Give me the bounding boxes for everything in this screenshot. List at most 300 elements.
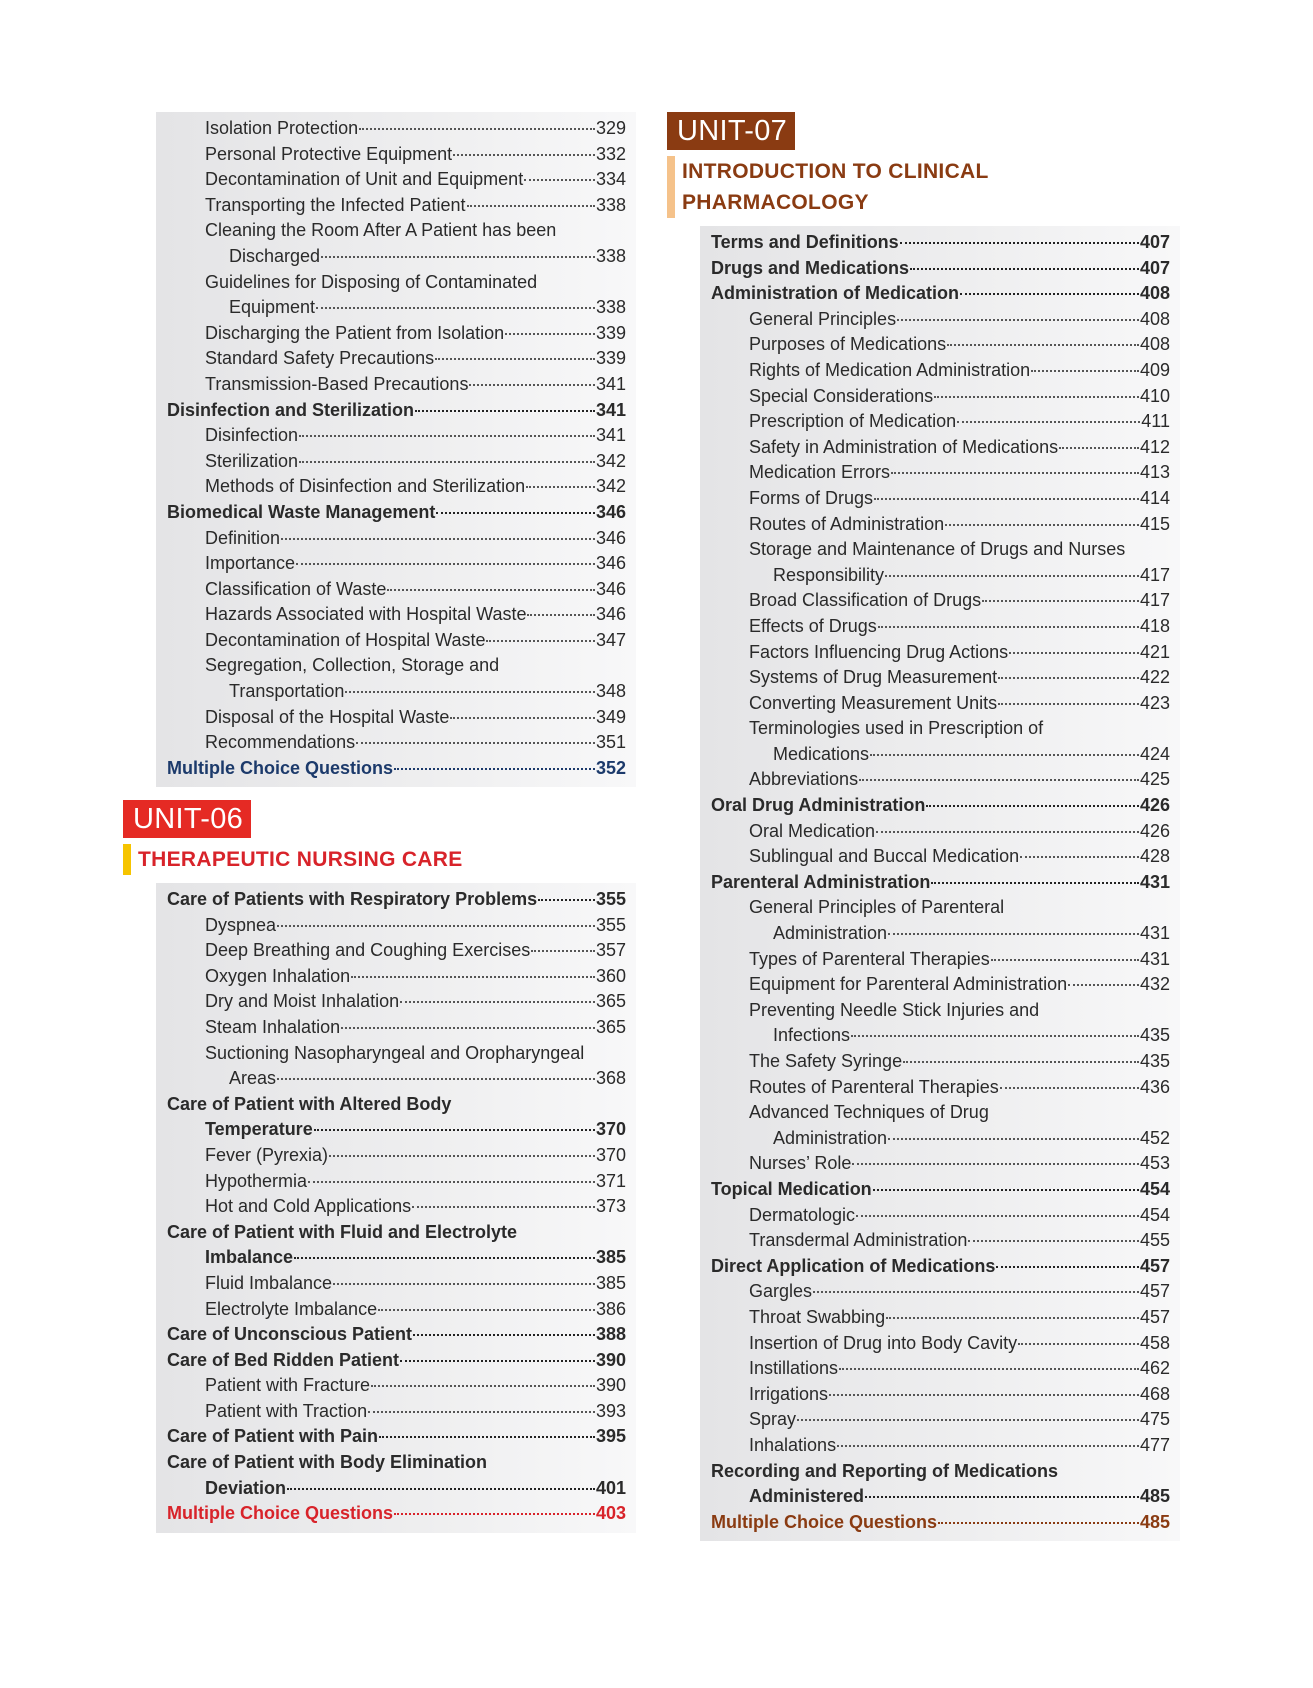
- dot-leader: [400, 1001, 595, 1003]
- page-number: 452: [1139, 1127, 1170, 1148]
- dot-leader: [891, 472, 1139, 474]
- dot-leader: [1020, 856, 1139, 858]
- toc-entry: [711, 742, 1170, 768]
- page-number: 475: [1139, 1409, 1170, 1430]
- dot-leader: [900, 242, 1139, 244]
- toc-entry: [711, 460, 1170, 486]
- dot-leader: [538, 899, 595, 901]
- page-number: 371: [595, 1170, 626, 1191]
- toc-entry: [711, 665, 1170, 691]
- toc-entry: [711, 1279, 1170, 1305]
- page-number: 403: [595, 1503, 626, 1524]
- toc-entry-title: Direct Application of Medications: [711, 1255, 996, 1276]
- toc-entry-title: Prescription of Medication: [749, 411, 957, 432]
- page-number: 329: [595, 118, 626, 138]
- unit06-column: [156, 883, 636, 1533]
- toc-entry-title: Medication Errors: [749, 462, 891, 483]
- toc-entry-title: Terms and Definitions: [711, 232, 899, 252]
- toc-entry-line: Care of Patient with Fluid and Electrolyte: [167, 1221, 518, 1242]
- toc-entry: [711, 1126, 1170, 1152]
- dot-leader: [938, 1522, 1139, 1524]
- dot-leader: [886, 1317, 1139, 1319]
- toc-entry: [167, 1015, 626, 1041]
- dot-leader: [797, 1419, 1139, 1421]
- dot-leader: [387, 589, 595, 591]
- toc-entry: [711, 1075, 1170, 1101]
- toc-entry: [167, 989, 626, 1015]
- page-number: 408: [1139, 283, 1170, 304]
- toc-entry: [167, 551, 626, 577]
- dot-leader: [897, 319, 1139, 321]
- page-number: 407: [1139, 257, 1170, 278]
- toc-entry: [711, 1177, 1170, 1203]
- toc-entry: [167, 1143, 626, 1169]
- toc-entry: [711, 921, 1170, 947]
- dot-leader: [851, 1035, 1139, 1037]
- toc-entry-line: Storage and Maintenance of Drugs and Nurses: [749, 539, 1126, 560]
- page-number: 423: [1139, 692, 1170, 713]
- toc-entry: [711, 870, 1170, 896]
- toc-entry-title: Administration of Medication: [711, 283, 960, 304]
- page-number: 346: [595, 578, 626, 599]
- page-number: 431: [1139, 923, 1170, 944]
- toc-entry-title: Patient with Fracture: [205, 1375, 371, 1396]
- page-number: 339: [595, 348, 626, 369]
- toc-entry-title: Special Considerations: [749, 385, 934, 406]
- dot-leader: [281, 538, 595, 540]
- toc-entry-title: Care of Unconscious Patient: [167, 1324, 413, 1345]
- toc-entry-title: Recommendations: [205, 732, 356, 753]
- dot-leader: [296, 563, 595, 565]
- dot-leader: [837, 1445, 1139, 1447]
- dot-leader: [314, 1129, 595, 1131]
- dot-leader: [379, 1436, 595, 1438]
- page-number: 458: [1139, 1332, 1170, 1353]
- toc-entry-title: Fluid Imbalance: [205, 1272, 333, 1293]
- dot-leader: [299, 435, 595, 437]
- dot-leader: [957, 421, 1140, 423]
- page-number: 426: [1139, 795, 1170, 816]
- page-number: 457: [1139, 1306, 1170, 1327]
- toc-entry: [711, 1433, 1170, 1459]
- toc-entry: [711, 1203, 1170, 1229]
- toc-entry-title: Care of Bed Ridden Patient: [167, 1349, 400, 1370]
- page-number: 352: [595, 757, 626, 778]
- toc-entry: [711, 819, 1170, 845]
- toc-entry: [167, 423, 626, 449]
- toc-entry-title: Deep Breathing and Coughing Exercises: [205, 940, 531, 961]
- toc-entry: [711, 435, 1170, 461]
- toc-entry: [167, 372, 626, 398]
- toc-entry-title: Hypothermia: [205, 1170, 308, 1191]
- toc-entry-title: Nurses’ Role: [749, 1153, 852, 1174]
- dot-leader: [400, 1360, 595, 1362]
- toc-entry: [711, 767, 1170, 793]
- toc-entry: [167, 244, 626, 270]
- page-number: 411: [1141, 411, 1170, 432]
- page-number: 370: [595, 1119, 626, 1140]
- dot-leader: [524, 179, 595, 181]
- toc-entry: [167, 398, 626, 424]
- toc-entry: [167, 321, 626, 347]
- toc-entry-title: Oral Medication: [749, 820, 876, 841]
- dot-leader: [960, 293, 1139, 295]
- dot-leader: [874, 498, 1139, 500]
- toc-entry-title: Imbalance: [205, 1247, 294, 1268]
- page-number: 338: [595, 245, 626, 266]
- toc-entry-line: Terminologies used in Prescription of: [749, 718, 1044, 739]
- toc-entry-title: Spray: [749, 1409, 797, 1430]
- toc-entry: [167, 449, 626, 475]
- dot-leader: [813, 1291, 1139, 1293]
- page-number: 424: [1139, 743, 1170, 764]
- toc-entry-line: Guidelines for Disposing of Contaminated: [205, 271, 538, 292]
- toc-entry-title: Disinfection: [205, 425, 299, 446]
- page-number: 365: [595, 1016, 626, 1037]
- toc-entry-title: Decontamination of Hospital Waste: [205, 629, 486, 650]
- toc-entry-title: Classification of Waste: [205, 578, 387, 599]
- toc-entry-line: Cleaning the Room After A Patient has been: [205, 220, 557, 241]
- dot-leader: [998, 703, 1139, 705]
- toc-entry: [711, 614, 1170, 640]
- page-number: 395: [595, 1426, 626, 1447]
- dot-leader: [996, 1266, 1139, 1268]
- toc-entry-title: Purposes of Medications: [749, 334, 947, 355]
- toc-entry-title: Converting Measurement Units: [749, 692, 998, 713]
- page-number: 417: [1139, 590, 1170, 611]
- toc-entry: [711, 409, 1170, 435]
- toc-entry: [167, 938, 626, 964]
- dot-leader: [378, 1309, 595, 1311]
- toc-entry-title: Dermatologic: [749, 1204, 856, 1225]
- page-number: 393: [595, 1400, 626, 1421]
- toc-entry: [711, 1356, 1170, 1382]
- toc-entry-title: Dyspnea: [205, 914, 277, 935]
- toc-entry-title: Electrolyte Imbalance: [205, 1298, 378, 1319]
- dot-leader: [870, 754, 1139, 756]
- dot-leader: [368, 1411, 595, 1413]
- page-number: 365: [595, 991, 626, 1012]
- toc-entry-title: Insertion of Drug into Body Cavity: [749, 1332, 1018, 1353]
- toc-entry-title: Parenteral Administration: [711, 871, 931, 892]
- toc-entry: [167, 1322, 626, 1348]
- dot-leader: [345, 691, 595, 693]
- page-number: 347: [595, 629, 626, 650]
- toc-entry: [167, 193, 626, 219]
- toc-entry-title: Infections: [773, 1025, 851, 1046]
- toc-entry-title: Multiple Choice Questions: [167, 1503, 394, 1524]
- dot-leader: [1018, 1343, 1139, 1345]
- toc-entry: [711, 793, 1170, 819]
- unit06-header: [123, 800, 463, 875]
- toc-entry: [167, 1348, 626, 1374]
- toc-entry: [711, 1023, 1170, 1049]
- toc-entry-title: Administration: [773, 923, 888, 944]
- toc-entry-title: The Safety Syringe: [749, 1051, 903, 1071]
- toc-entry: [711, 1331, 1170, 1357]
- toc-entry: [711, 486, 1170, 512]
- page-number: 435: [1139, 1025, 1170, 1046]
- toc-entry-title: Irrigations: [749, 1383, 829, 1404]
- page-number: 385: [595, 1247, 626, 1268]
- unit-title-line-2: PHARMACOLOGY: [682, 191, 869, 214]
- toc-entry: [167, 526, 626, 552]
- toc-entry: [711, 1049, 1170, 1075]
- toc-entry-line: Care of Patient with Altered Body: [167, 1093, 452, 1114]
- toc-entry-title: Safety in Administration of Medications: [749, 436, 1059, 457]
- page-number: 408: [1139, 334, 1170, 355]
- toc-entry-title: Steam Inhalation: [205, 1016, 341, 1037]
- toc-entry-line: Advanced Techniques of Drug: [749, 1102, 989, 1123]
- dot-leader: [968, 1240, 1139, 1242]
- toc-entry-title: Disposal of the Hospital Waste: [205, 706, 450, 727]
- dot-leader: [531, 950, 595, 952]
- dot-leader: [371, 1385, 595, 1387]
- page-number: 436: [1139, 1076, 1170, 1097]
- unit-title-line-1: INTRODUCTION TO CLINICAL: [682, 160, 989, 183]
- toc-entry-title: Multiple Choice Questions: [167, 757, 394, 778]
- toc-entry: [167, 1373, 626, 1399]
- toc-entry-title: Transdermal Administration: [749, 1230, 968, 1251]
- dot-leader: [413, 1334, 595, 1336]
- toc-entry-title: Temperature: [205, 1119, 313, 1140]
- toc-entry-title: Sublingual and Buccal Medication: [749, 846, 1020, 867]
- toc-entry-title: Inhalations: [749, 1434, 837, 1455]
- toc-entry-title: Importance: [205, 553, 296, 574]
- dot-leader: [299, 461, 595, 463]
- page-number: 332: [595, 143, 626, 164]
- toc-list-unit06: [156, 883, 636, 1533]
- dot-leader: [982, 600, 1139, 602]
- dot-leader: [1031, 370, 1139, 372]
- toc-entry: [167, 964, 626, 990]
- dot-leader: [505, 333, 595, 335]
- page-number: 425: [1139, 769, 1170, 790]
- dot-leader: [486, 640, 594, 642]
- page-number: 415: [1139, 513, 1170, 534]
- dot-leader: [856, 1215, 1139, 1217]
- toc-entry: [711, 1484, 1170, 1510]
- dot-leader: [394, 768, 595, 770]
- page-number: 346: [595, 604, 626, 625]
- dot-leader: [878, 626, 1139, 628]
- dot-leader: [888, 1138, 1139, 1140]
- page-number: 401: [595, 1477, 626, 1498]
- page-number: 346: [595, 501, 626, 522]
- page-number: 360: [595, 965, 626, 986]
- page-number: 422: [1139, 667, 1170, 688]
- toc-entry: [167, 705, 626, 731]
- page-number: 418: [1139, 615, 1170, 636]
- toc-entry-title: Systems of Drug Measurement: [749, 667, 998, 688]
- toc-entry-title: Broad Classification of Drugs: [749, 590, 982, 611]
- toc-entry-title: Transmission-Based Precautions: [205, 373, 469, 394]
- page-number: 351: [595, 732, 626, 753]
- toc-entry-line: Care of Patient with Body Elimination: [167, 1452, 488, 1473]
- toc-entry: [711, 640, 1170, 666]
- dot-leader: [934, 396, 1139, 398]
- dot-leader: [467, 205, 595, 207]
- toc-entry-title: Administered: [749, 1486, 865, 1507]
- dot-leader: [903, 1061, 1139, 1063]
- dot-leader: [931, 882, 1139, 884]
- toc-entry-line: General Principles of Parenteral: [749, 897, 1005, 918]
- page-number: 334: [595, 169, 626, 190]
- toc-entry-title: Administration: [773, 1127, 888, 1148]
- unit-title-wrap: [123, 844, 463, 875]
- page-number: 457: [1139, 1255, 1170, 1276]
- toc-entry: [711, 256, 1170, 282]
- dot-leader: [329, 1155, 595, 1157]
- dot-leader: [287, 1488, 595, 1490]
- toc-entry-title: Hazards Associated with Hospital Waste: [205, 604, 527, 625]
- toc-entry-mcq: [711, 1510, 1170, 1536]
- page-number: 421: [1139, 641, 1170, 662]
- toc-entry: [711, 358, 1170, 384]
- toc-entry-title: Oxygen Inhalation: [205, 965, 351, 986]
- dot-leader: [859, 779, 1139, 781]
- toc-entry: [711, 307, 1170, 333]
- page-number: 485: [1139, 1511, 1170, 1532]
- page-number: 412: [1139, 436, 1170, 457]
- dot-leader: [321, 256, 595, 258]
- toc-entry: [167, 142, 626, 168]
- page-number: 414: [1139, 487, 1170, 508]
- dot-leader: [436, 512, 595, 514]
- toc-entry-title: Multiple Choice Questions: [711, 1511, 938, 1532]
- page-number: 341: [595, 373, 626, 394]
- toc-entry-title: Types of Parenteral Therapies: [749, 948, 990, 969]
- toc-entry-title: Fever (Pyrexia): [205, 1144, 329, 1165]
- toc-entry: [167, 1271, 626, 1297]
- page-number: 348: [595, 681, 626, 702]
- dot-leader: [527, 614, 594, 616]
- dot-leader: [876, 831, 1139, 833]
- toc-entry-title: Forms of Drugs: [749, 487, 874, 508]
- toc-entry: [167, 1194, 626, 1220]
- toc-entry-title: Factors Influencing Drug Actions: [749, 641, 1009, 662]
- dot-leader: [412, 1206, 595, 1208]
- toc-entry: [711, 1382, 1170, 1408]
- toc-entry: [167, 346, 626, 372]
- toc-entry-mcq: [167, 756, 626, 782]
- dot-leader: [316, 307, 595, 309]
- toc-entry: [167, 1066, 626, 1092]
- dot-leader: [873, 1189, 1139, 1191]
- toc-entry: [167, 1476, 626, 1502]
- page-number: 410: [1139, 385, 1170, 406]
- page-number: 413: [1139, 462, 1170, 483]
- dot-leader: [415, 410, 595, 412]
- dot-leader: [998, 677, 1139, 679]
- toc-entry-mcq: [167, 1501, 626, 1527]
- page-number: 386: [595, 1298, 626, 1319]
- page-number: 355: [595, 889, 626, 909]
- toc-entry-title: Medications: [773, 743, 870, 764]
- page-number: 390: [595, 1375, 626, 1396]
- toc-entry: [711, 281, 1170, 307]
- dot-leader: [469, 384, 595, 386]
- toc-entry-title: Methods of Disinfection and Sterilization: [205, 476, 526, 497]
- toc-entry-title: Routes of Parenteral Therapies: [749, 1076, 999, 1097]
- dot-leader: [888, 933, 1139, 935]
- dot-leader: [926, 805, 1139, 807]
- toc-entry: [167, 577, 626, 603]
- page-number: 373: [595, 1196, 626, 1217]
- dot-leader: [1068, 984, 1139, 986]
- toc-entry-title: Deviation: [205, 1477, 287, 1498]
- dot-leader: [991, 959, 1139, 961]
- toc-entry-title: Instillations: [749, 1358, 839, 1379]
- dot-leader: [294, 1257, 595, 1259]
- page-number: 342: [595, 450, 626, 471]
- toc-entry: [167, 1169, 626, 1195]
- dot-leader: [333, 1283, 595, 1285]
- unit-title: THERAPEUTIC NURSING CARE: [138, 848, 463, 871]
- toc-entry-line: Segregation, Collection, Storage and: [205, 655, 500, 676]
- toc-entry: [711, 230, 1170, 256]
- unit-badge: UNIT-07: [667, 112, 795, 150]
- toc-entry-title: Standard Safety Precautions: [205, 348, 435, 369]
- dot-leader: [947, 344, 1139, 346]
- page-number: 457: [1139, 1281, 1170, 1302]
- dot-leader: [356, 742, 595, 744]
- dot-leader: [865, 1496, 1139, 1498]
- page-number: 370: [595, 1144, 626, 1165]
- toc-entry-title: Sterilization: [205, 450, 299, 471]
- page-number: 485: [1139, 1486, 1170, 1507]
- dot-leader: [885, 575, 1139, 577]
- toc-entry-title: Effects of Drugs: [749, 615, 877, 636]
- toc-entry: [711, 691, 1170, 717]
- toc-entry-title: Routes of Administration: [749, 513, 945, 534]
- dot-leader: [1009, 652, 1139, 654]
- toc-entry: [711, 844, 1170, 870]
- toc-entry-title: Disinfection and Sterilization: [167, 399, 415, 420]
- toc-entry-title: Discharged: [229, 245, 321, 266]
- toc-entry: [711, 384, 1170, 410]
- toc-entry: [167, 628, 626, 654]
- dot-leader: [277, 1078, 595, 1080]
- toc-entry-title: Dry and Moist Inhalation: [205, 991, 400, 1012]
- page-number: 431: [1139, 871, 1170, 892]
- toc-entry-line: Suctioning Nasopharyngeal and Oropharyngeal: [205, 1042, 585, 1063]
- toc-entry: [167, 730, 626, 756]
- page-number: 453: [1139, 1153, 1170, 1174]
- toc-entry-title: Responsibility: [773, 564, 885, 585]
- dot-leader: [1059, 447, 1139, 449]
- dot-leader: [839, 1368, 1139, 1370]
- dot-leader: [453, 154, 595, 156]
- page-number: 432: [1139, 974, 1170, 995]
- toc-entry-title: General Principles: [749, 308, 897, 329]
- toc-entry-title: Abbreviations: [749, 769, 859, 790]
- toc-entry: [711, 1228, 1170, 1254]
- page-number: 357: [595, 940, 626, 961]
- dot-leader: [526, 486, 595, 488]
- toc-entry: [167, 1399, 626, 1425]
- page-number: 342: [595, 476, 626, 497]
- dot-leader: [435, 358, 595, 360]
- unit07-column: [700, 226, 1180, 1541]
- page-number: 468: [1139, 1383, 1170, 1404]
- page-number: 426: [1139, 820, 1170, 841]
- toc-entry-title: Transporting the Infected Patient: [205, 194, 466, 215]
- toc-entry-line: Preventing Needle Stick Injuries and: [749, 999, 1040, 1020]
- dot-leader: [277, 925, 595, 927]
- dot-leader: [351, 976, 595, 978]
- page-number: 338: [595, 297, 626, 318]
